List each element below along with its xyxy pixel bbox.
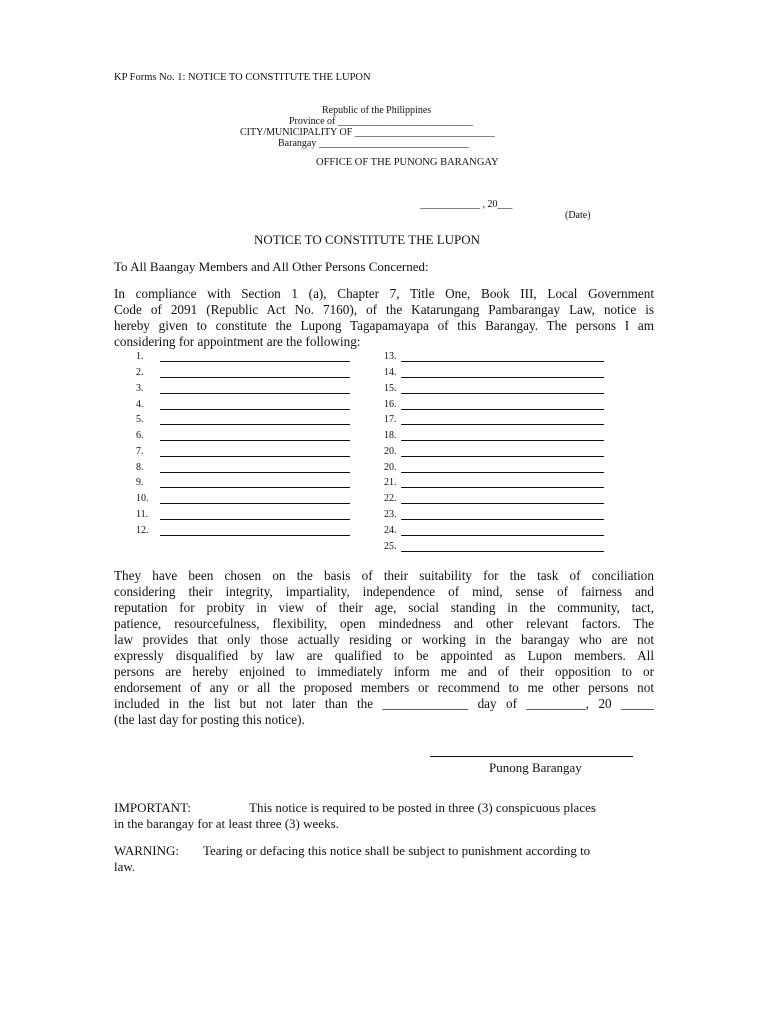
date-label: (Date) xyxy=(565,210,591,221)
name-blank-line[interactable] xyxy=(160,399,350,410)
name-blank-line[interactable] xyxy=(401,541,604,552)
list-item: 12. xyxy=(136,522,350,536)
name-blank-line[interactable] xyxy=(160,351,350,362)
body-line: patience, resourcefulness, flexibility, open mindedness and other relevant factors. The xyxy=(114,616,654,631)
body-paragraph xyxy=(114,568,654,728)
list-item: 22. xyxy=(384,490,604,504)
name-blank-line[interactable] xyxy=(401,414,604,425)
name-blank-line[interactable] xyxy=(160,446,350,457)
intro-line: hereby given to constitute the Lupong Tagapamayapa of this Barangay. The persons I am xyxy=(114,318,654,333)
body-line: They have been chosen on the basis of their suitability for the task of conciliation xyxy=(114,568,654,583)
signature-label: Punong Barangay xyxy=(489,760,582,775)
date-line: ____________ , 20___ xyxy=(420,199,513,210)
body-line: expressly disqualified by law are qualified to be appointed as Lupon members. All xyxy=(114,648,654,663)
name-blank-line[interactable] xyxy=(401,525,604,536)
name-blank-line[interactable] xyxy=(401,477,604,488)
name-blank-line[interactable] xyxy=(401,446,604,457)
name-blank-line[interactable] xyxy=(401,462,604,473)
name-blank-line[interactable] xyxy=(401,509,604,520)
list-item: 9. xyxy=(136,474,350,488)
header-republic: Republic of the Philippines xyxy=(322,105,432,116)
body-line: (the last day for posting this notice). xyxy=(114,712,305,727)
notice-title: NOTICE TO CONSTITUTE THE LUPON xyxy=(254,232,481,247)
list-item: 7. xyxy=(136,443,350,457)
header-barangay: Barangay ______________________________ xyxy=(278,138,469,149)
name-blank-line[interactable] xyxy=(160,414,350,425)
list-item: 8. xyxy=(136,459,350,473)
intro-line: In compliance with Section 1 (a), Chapter 7, Title One, Book III, Local Government xyxy=(114,286,654,301)
intro-line: considering for appointment are the following: xyxy=(114,334,361,349)
name-blank-line[interactable] xyxy=(401,399,604,410)
intro-line: Code of 2091 (Republic Act No. 7160), of the Katarungang Pambarangay Law, notice is xyxy=(114,302,654,317)
list-item: 25. xyxy=(384,538,604,552)
list-item: 24. xyxy=(384,522,604,536)
important-text: This notice is required to be posted in three (3) conspicuous places xyxy=(249,800,596,815)
name-blank-line[interactable] xyxy=(160,509,350,520)
intro-paragraph xyxy=(114,286,654,350)
form-title: KP Forms No. 1: NOTICE TO CONSTITUTE THE LUPON xyxy=(114,72,371,83)
header-office: OFFICE OF THE PUNONG BARANGAY xyxy=(316,157,499,168)
list-item: 3. xyxy=(136,380,350,394)
name-blank-line[interactable] xyxy=(160,477,350,488)
body-line: persons are hereby enjoined to immediately inform me and of their opposition to or xyxy=(114,664,654,679)
name-blank-line[interactable] xyxy=(401,493,604,504)
important-text-continued: in the barangay for at least three (3) weeks. xyxy=(114,816,339,831)
list-item: 2. xyxy=(136,364,350,378)
body-line: law provides that only those actually residing or working in the barangay who are not xyxy=(114,632,654,647)
list-item: 16. xyxy=(384,396,604,410)
warning-text-continued: law. xyxy=(114,859,136,874)
list-item: 14. xyxy=(384,364,604,378)
warning-label: WARNING: xyxy=(114,843,179,858)
name-blank-line[interactable] xyxy=(401,367,604,378)
body-line: included in the list but not later than the _____________ day of _________, 20 _____ xyxy=(114,696,654,711)
name-blank-line[interactable] xyxy=(160,383,350,394)
list-item: 15. xyxy=(384,380,604,394)
body-line: reputation for probity in view of their age, social standing in the community, tact, xyxy=(114,600,654,615)
body-line: considering their integrity, impartiality, independence of mind, sense of fairness and xyxy=(114,584,654,599)
signature-line[interactable] xyxy=(430,742,633,757)
header-province: Province of ___________________________ xyxy=(289,116,473,127)
name-blank-line[interactable] xyxy=(401,351,604,362)
list-item: 5. xyxy=(136,411,350,425)
name-blank-line[interactable] xyxy=(401,430,604,441)
salutation: To All Baangay Members and All Other Persons Concerned: xyxy=(114,259,429,274)
name-blank-line[interactable] xyxy=(160,525,350,536)
list-item: 18. xyxy=(384,427,604,441)
list-item: 20. xyxy=(384,459,604,473)
list-item: 23. xyxy=(384,506,604,520)
warning-text: Tearing or defacing this notice shall be subject to punishment according to xyxy=(203,843,591,858)
list-item: 6. xyxy=(136,427,350,441)
list-item: 20. xyxy=(384,443,604,457)
name-blank-line[interactable] xyxy=(160,367,350,378)
name-blank-line[interactable] xyxy=(160,462,350,473)
body-line: endorsement of any or all the proposed members or recommend to me other persons not xyxy=(114,680,654,695)
list-item: 4. xyxy=(136,396,350,410)
list-item: 10. xyxy=(136,490,350,504)
name-blank-line[interactable] xyxy=(160,493,350,504)
list-item: 17. xyxy=(384,411,604,425)
name-blank-line[interactable] xyxy=(160,430,350,441)
list-item: 11. xyxy=(136,506,350,520)
header-city: CITY/MUNICIPALITY OF ____________________________ xyxy=(240,127,495,138)
important-label: IMPORTANT: xyxy=(114,800,191,815)
name-blank-line[interactable] xyxy=(401,383,604,394)
list-item: 13. xyxy=(384,348,604,362)
list-item: 21. xyxy=(384,474,604,488)
list-item: 1. xyxy=(136,348,350,362)
